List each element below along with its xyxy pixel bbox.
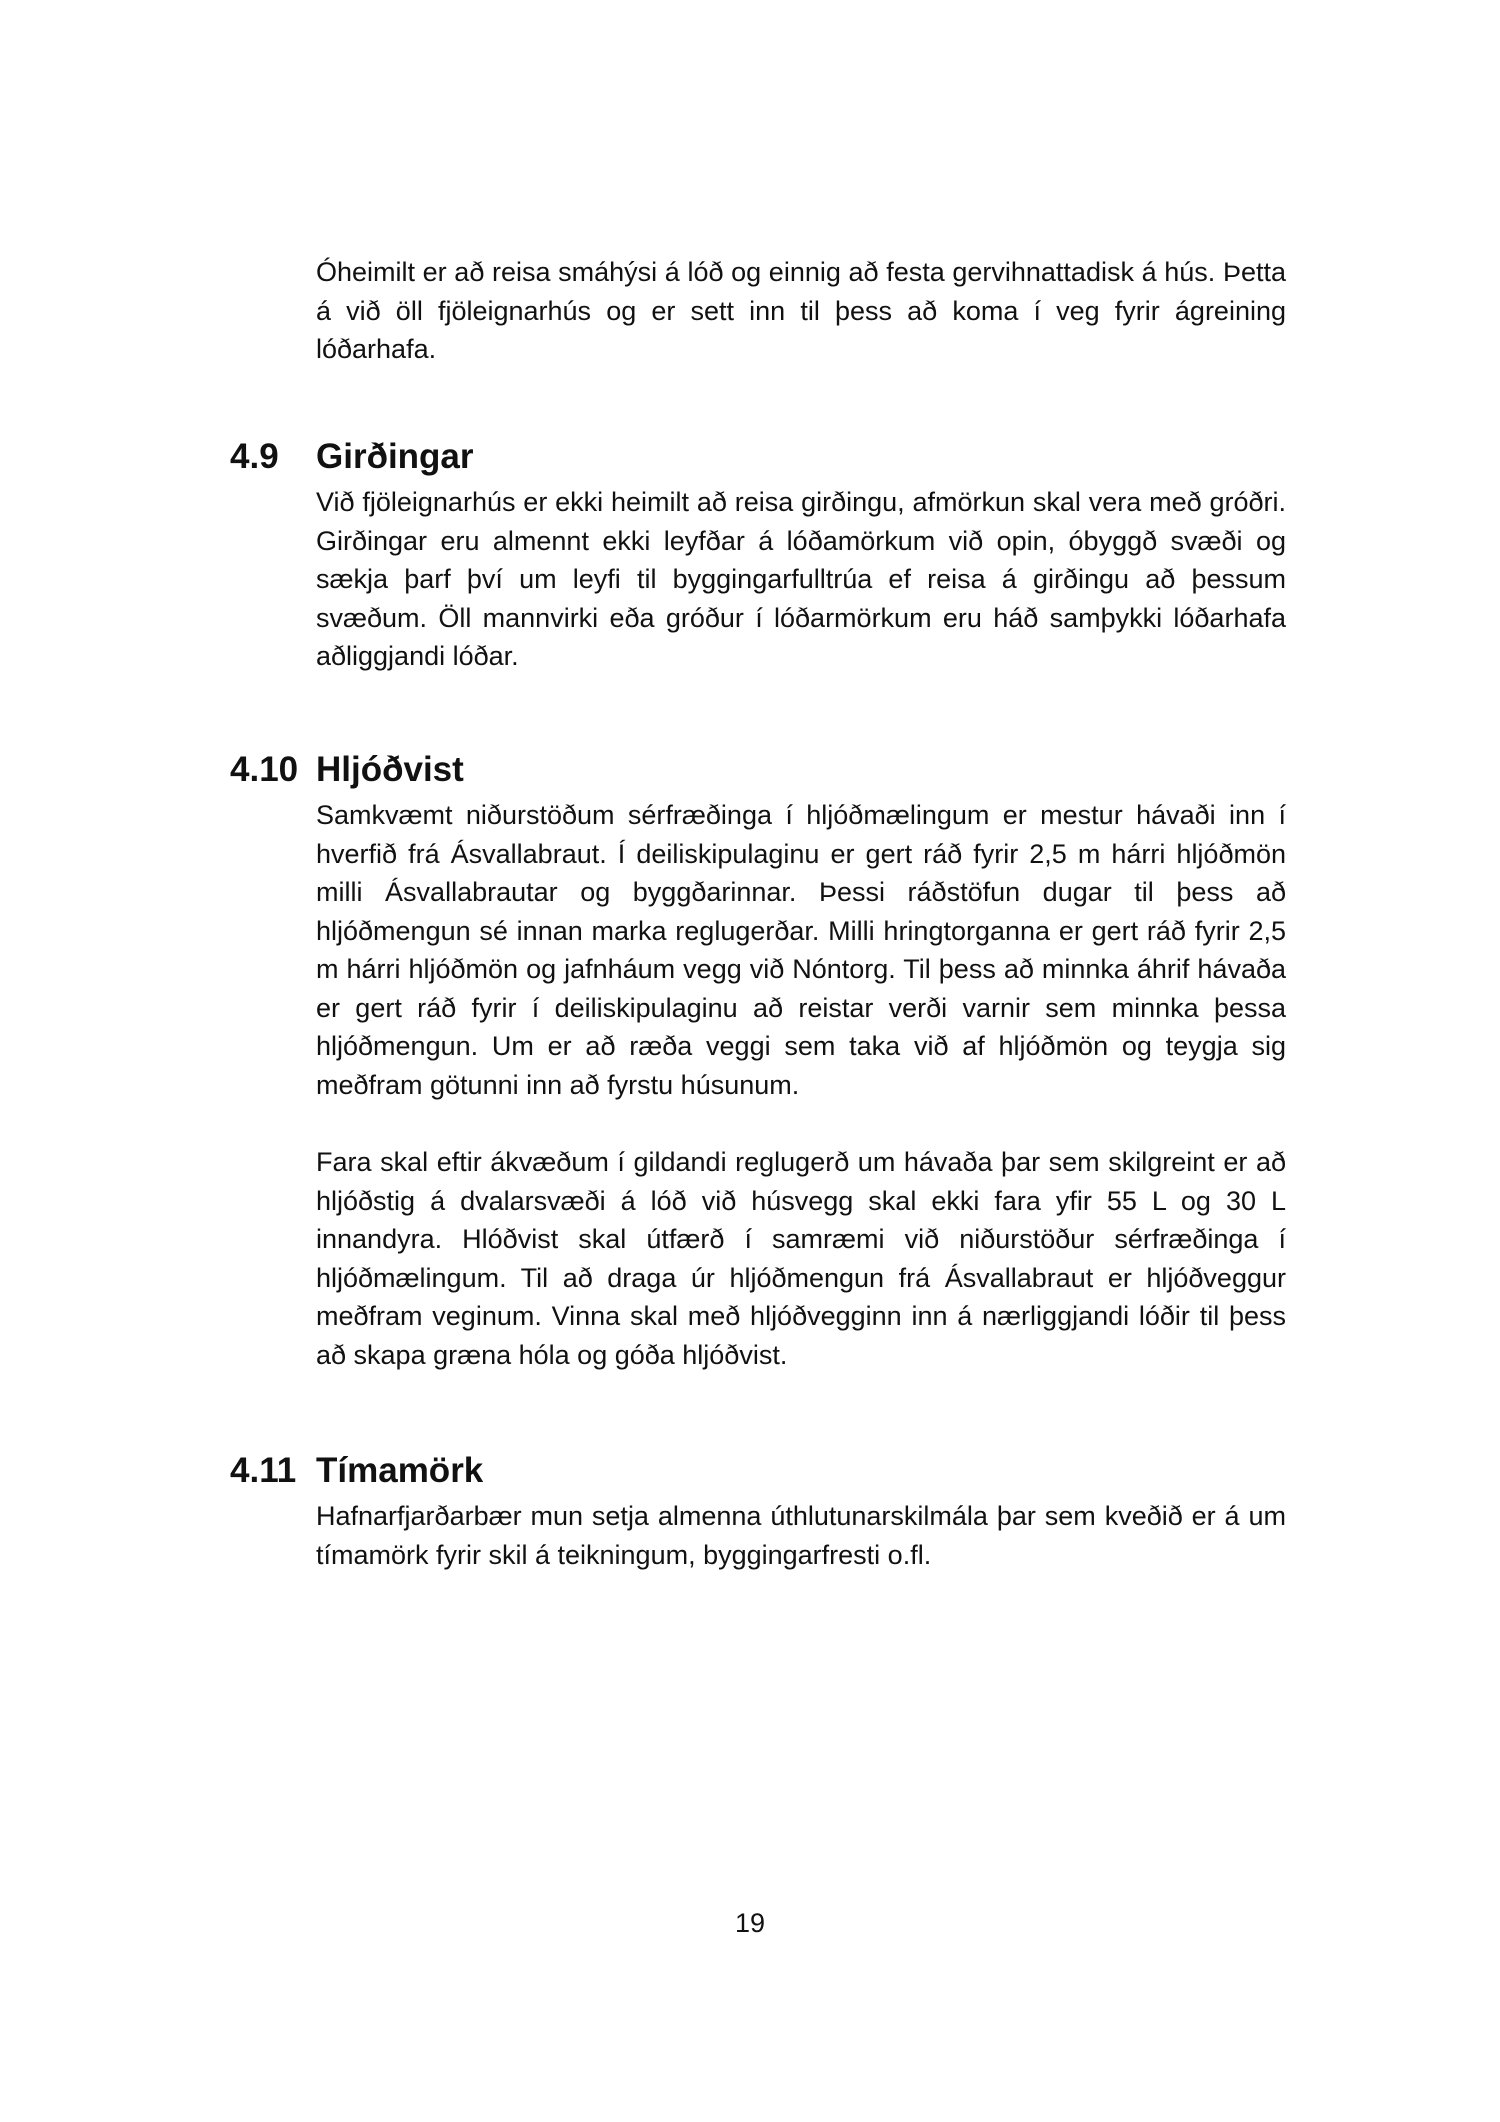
- section-number: 4.11: [230, 1451, 297, 1490]
- page-number: 19: [734, 1908, 766, 1938]
- section-title: Hljóðvist: [316, 750, 464, 789]
- section-4-10-paragraph-1: Samkvæmt niðurstöðum sérfræðinga í hljóðmælingum er mestur hávaði inn í hverfið frá Ásvallabraut. Í deiliskipulaginu er gert ráð fyrir 2,5 m hárri hljóðmön milli Ásvallabrautar og byggðarinnar. Þessi ráðstöfun dugar til þess að hljóðmengun sé innan marka reglugerðar. Milli hringtorganna er gert ráð fyrir 2,5 m hárri hljóðmön og jafnháum vegg við Nóntorg. Til þess að minnka áhrif hávaða er gert ráð fyrir í deiliskipulaginu að reistar verði varnir sem minnka þessa hljóðmengun. Um er að ræða veggi sem taka við af hljóðmön og teygja sig meðfram götunni inn að fyrstu húsunum.: [316, 800, 1286, 1100]
- section-heading-4-11: [230, 1450, 483, 1492]
- section-4-10-paragraph-2: Fara skal eftir ákvæðum í gildandi reglugerð um hávaða þar sem skilgreint er að hljóðstig á dvalarsvæði á lóð við húsvegg skal ekki fara yfir 55 L og 30 L innandyra. Hlóðvist skal útfærð í samræmi við niðurstöður sérfræðinga í hljóðmælingum. Til að draga úr hljóðmengun frá Ásvallabraut er hljóðveggur meðfram veginum. Vinna skal með hljóðvegginn inn á nærliggjandi lóðir til þess að skapa græna hóla og góða hljóðvist.: [316, 1147, 1286, 1370]
- section-number: 4.10: [230, 750, 299, 789]
- section-4-9-paragraph: Við fjöleignarhús er ekki heimilt að reisa girðingu, afmörkun skal vera með gróðri. Girðingar eru almennt ekki leyfðar á lóðamörkum við opin, óbyggð svæði og sækja þarf því um leyfi til byggingarfulltrúa ef reisa á girðingu að þessum svæðum. Öll mannvirki eða gróður í lóðarmörkum eru háð samþykki lóðarhafa aðliggjandi lóðar.: [316, 487, 1286, 671]
- intro-paragraph: Óheimilt er að reisa smáhýsi á lóð og einnig að festa gervihnattadisk á hús. Þetta á við öll fjöleignarhús og er sett inn til þess að koma í veg fyrir ágreining lóðarhafa.: [316, 257, 1286, 364]
- section-number: 4.9: [230, 437, 279, 476]
- section-4-11-paragraph: Hafnarfjarðarbær mun setja almenna úthlutunarskilmála þar sem kveðið er á um tímamörk fyrir skil á teikningum, byggingarfresti o.fl.: [316, 1501, 1286, 1570]
- section-heading-4-9: [230, 436, 474, 478]
- section-heading-4-10: [230, 749, 464, 791]
- section-title: Tímamörk: [316, 1451, 484, 1490]
- section-title: Girðingar: [316, 437, 474, 476]
